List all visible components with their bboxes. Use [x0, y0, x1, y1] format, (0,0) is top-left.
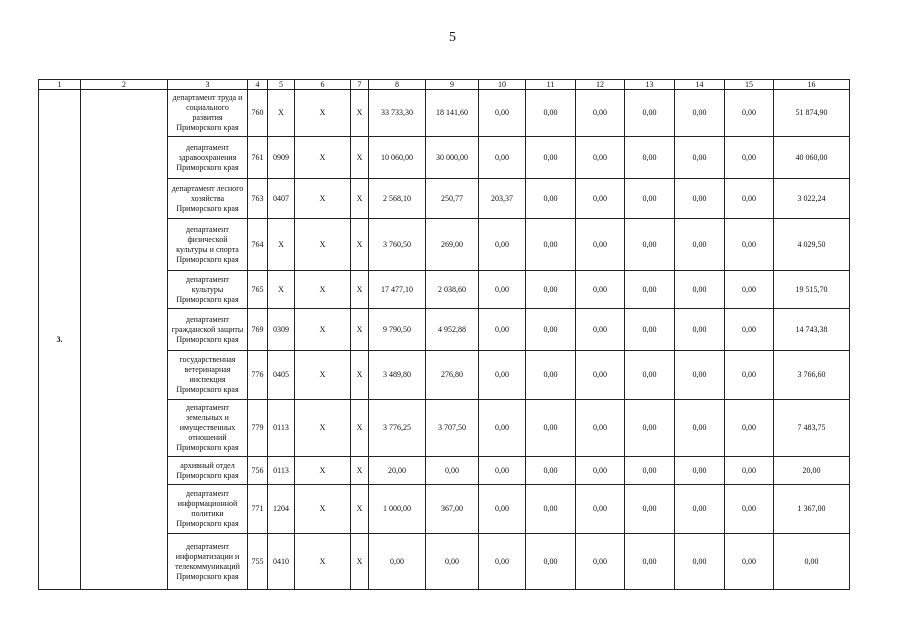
cell-c12: 0,00 — [576, 179, 625, 219]
cell-c15: 0,00 — [725, 351, 774, 400]
cell-c14: 0,00 — [675, 309, 725, 351]
cell-c6: Х — [295, 179, 351, 219]
cell-c15: 0,00 — [725, 309, 774, 351]
cell-c12: 0,00 — [576, 90, 625, 137]
cell-c6: Х — [295, 400, 351, 457]
page-number: 5 — [449, 30, 456, 45]
cell-c11: 0,00 — [526, 137, 576, 179]
column-number-row — [39, 80, 850, 90]
cell-c14: 0,00 — [675, 534, 725, 590]
cell-c15: 0,00 — [725, 271, 774, 309]
cell-c5: 0909 — [268, 137, 295, 179]
cell-c12: 0,00 — [576, 400, 625, 457]
cell-c7: Х — [351, 137, 369, 179]
department-name-line: имущественных — [179, 423, 236, 432]
cell-c7: Х — [351, 179, 369, 219]
cell-c4: 764 — [248, 219, 268, 271]
cell-c7: Х — [351, 457, 369, 485]
header-cell: 7 — [351, 80, 369, 90]
department-name-line: Приморского края — [176, 443, 239, 452]
cell-c10: 0,00 — [479, 219, 526, 271]
section-number-cell: 3. — [39, 90, 81, 590]
cell-c6: Х — [295, 271, 351, 309]
cell-c9: 30 000,00 — [426, 137, 479, 179]
cell-c16: 19 515,70 — [774, 271, 850, 309]
cell-c5: 0407 — [268, 179, 295, 219]
department-name-cell — [168, 485, 248, 534]
cell-c14: 0,00 — [675, 271, 725, 309]
cell-c6: Х — [295, 351, 351, 400]
cell-c13: 0,00 — [625, 534, 675, 590]
header-cell: 13 — [625, 80, 675, 90]
department-name-cell — [168, 534, 248, 590]
header-cell: 9 — [426, 80, 479, 90]
cell-c13: 0,00 — [625, 90, 675, 137]
cell-c11: 0,00 — [526, 457, 576, 485]
cell-c11: 0,00 — [526, 219, 576, 271]
cell-c12: 0,00 — [576, 485, 625, 534]
department-name-line: физической — [187, 234, 228, 244]
cell-c6: Х — [295, 219, 351, 271]
cell-c9: 276,80 — [426, 351, 479, 400]
cell-c7: Х — [351, 400, 369, 457]
cell-c4: 761 — [248, 137, 268, 179]
cell-c4: 756 — [248, 457, 268, 485]
department-name-line: Приморского края — [176, 203, 239, 213]
cell-c10: 0,00 — [479, 351, 526, 400]
cell-c9: 2 038,60 — [426, 271, 479, 309]
department-name-line: Приморского края — [176, 519, 239, 528]
department-name-line: гражданской защиты — [171, 324, 244, 334]
cell-c13: 0,00 — [625, 351, 675, 400]
department-name-line: Приморского края — [176, 123, 239, 132]
cell-c13: 0,00 — [625, 137, 675, 179]
header-cell: 8 — [369, 80, 426, 90]
cell-c11: 0,00 — [526, 309, 576, 351]
cell-c5: 0113 — [268, 400, 295, 457]
header-cell: 2 — [81, 80, 168, 90]
cell-c10: 0,00 — [479, 137, 526, 179]
header-cell: 11 — [526, 80, 576, 90]
header-cell: 1 — [39, 80, 81, 90]
cell-c5: 0410 — [268, 534, 295, 590]
cell-c15: 0,00 — [725, 457, 774, 485]
cell-c13: 0,00 — [625, 400, 675, 457]
header-cell: 12 — [576, 80, 625, 90]
cell-c14: 0,00 — [675, 90, 725, 137]
header-cell: 15 — [725, 80, 774, 90]
cell-c6: Х — [295, 90, 351, 137]
cell-c7: Х — [351, 309, 369, 351]
department-name-line: информатизации и — [175, 551, 240, 561]
department-name-cell — [168, 271, 248, 309]
cell-c9: 0,00 — [426, 534, 479, 590]
department-name-line: земельных и — [186, 413, 229, 422]
cell-c10: 0,00 — [479, 485, 526, 534]
cell-c7: Х — [351, 351, 369, 400]
header-cell: 14 — [675, 80, 725, 90]
cell-c6: Х — [295, 457, 351, 485]
cell-c15: 0,00 — [725, 219, 774, 271]
cell-c4: 755 — [248, 534, 268, 590]
cell-c4: 765 — [248, 271, 268, 309]
cell-c5: 0113 — [268, 457, 295, 485]
cell-c4: 760 — [248, 90, 268, 137]
cell-c16: 4 029,50 — [774, 219, 850, 271]
department-name-line: социального — [186, 103, 229, 112]
department-name-line: развития — [192, 113, 223, 122]
cell-c5: Х — [268, 271, 295, 309]
cell-c16: 51 874,90 — [774, 90, 850, 137]
cell-c15: 0,00 — [725, 534, 774, 590]
cell-c9: 269,00 — [426, 219, 479, 271]
department-name-line: Приморского края — [176, 470, 239, 480]
department-name-line: культуры и спорта — [176, 244, 239, 254]
cell-c16: 20,00 — [774, 457, 850, 485]
cell-c4: 776 — [248, 351, 268, 400]
cell-c9: 3 707,50 — [426, 400, 479, 457]
department-name-line: департамент — [186, 403, 229, 412]
department-name-cell — [168, 351, 248, 400]
department-name-line: Приморского края — [176, 334, 239, 344]
cell-c9: 367,00 — [426, 485, 479, 534]
cell-c10: 0,00 — [479, 90, 526, 137]
cell-c8: 2 568,10 — [369, 179, 426, 219]
cell-c13: 0,00 — [625, 179, 675, 219]
cell-c13: 0,00 — [625, 485, 675, 534]
cell-c13: 0,00 — [625, 271, 675, 309]
cell-c16: 7 483,75 — [774, 400, 850, 457]
cell-c16: 3 022,24 — [774, 179, 850, 219]
budget-table — [38, 79, 850, 590]
department-name-cell — [168, 400, 248, 457]
cell-c9: 0,00 — [426, 457, 479, 485]
department-name-line: информационной — [177, 499, 238, 508]
header-cell: 3 — [168, 80, 248, 90]
cell-c7: Х — [351, 90, 369, 137]
department-name-line: департамент труда и — [172, 93, 243, 102]
cell-c11: 0,00 — [526, 90, 576, 137]
cell-c7: Х — [351, 271, 369, 309]
cell-c10: 0,00 — [479, 457, 526, 485]
cell-c15: 0,00 — [725, 400, 774, 457]
department-name-line: хозяйства — [190, 193, 225, 203]
cell-c16: 1 367,00 — [774, 485, 850, 534]
cell-c8: 33 733,30 — [369, 90, 426, 137]
department-name-cell — [168, 457, 248, 485]
cell-c8: 0,00 — [369, 534, 426, 590]
cell-c11: 0,00 — [526, 485, 576, 534]
department-name-cell — [168, 137, 248, 179]
cell-c14: 0,00 — [675, 351, 725, 400]
department-name-line: департамент — [186, 541, 229, 551]
cell-c8: 1 000,00 — [369, 485, 426, 534]
cell-c12: 0,00 — [576, 534, 625, 590]
cell-c5: 0405 — [268, 351, 295, 400]
department-name-line: департамент — [186, 489, 229, 498]
cell-c7: Х — [351, 534, 369, 590]
cell-c12: 0,00 — [576, 457, 625, 485]
cell-c12: 0,00 — [576, 137, 625, 179]
cell-c15: 0,00 — [725, 137, 774, 179]
cell-c5: 1204 — [268, 485, 295, 534]
header-cell: 16 — [774, 80, 850, 90]
cell-c13: 0,00 — [625, 457, 675, 485]
cell-c14: 0,00 — [675, 179, 725, 219]
header-cell: 6 — [295, 80, 351, 90]
cell-c6: Х — [295, 485, 351, 534]
cell-c10: 0,00 — [479, 309, 526, 351]
cell-c8: 17 477,10 — [369, 271, 426, 309]
cell-c10: 203,37 — [479, 179, 526, 219]
department-name-cell — [168, 309, 248, 351]
cell-c6: Х — [295, 309, 351, 351]
cell-c16: 14 743,38 — [774, 309, 850, 351]
department-name-line: культуры — [191, 284, 224, 294]
cell-c10: 0,00 — [479, 400, 526, 457]
header-cell: 10 — [479, 80, 526, 90]
cell-c16: 40 060,00 — [774, 137, 850, 179]
department-name-line: телекоммуникаций — [175, 561, 240, 571]
department-name-line: ветеринарная — [184, 365, 231, 374]
department-name-line: Приморского края — [176, 294, 239, 304]
cell-c11: 0,00 — [526, 271, 576, 309]
cell-c8: 9 790,50 — [369, 309, 426, 351]
cell-c4: 771 — [248, 485, 268, 534]
cell-c12: 0,00 — [576, 219, 625, 271]
department-name-cell — [168, 219, 248, 271]
cell-c13: 0,00 — [625, 309, 675, 351]
cell-c5: Х — [268, 90, 295, 137]
cell-c16: 0,00 — [774, 534, 850, 590]
cell-c4: 769 — [248, 309, 268, 351]
department-name-line: Приморского края — [176, 162, 239, 172]
department-name-cell — [168, 90, 248, 137]
cell-c13: 0,00 — [625, 219, 675, 271]
department-name-line: департамент — [186, 314, 229, 324]
department-name-line: отношений — [188, 433, 227, 442]
cell-c12: 0,00 — [576, 309, 625, 351]
cell-c14: 0,00 — [675, 457, 725, 485]
department-name-line: Приморского края — [176, 254, 239, 264]
cell-c6: Х — [295, 534, 351, 590]
department-name-line: политики — [191, 509, 224, 518]
cell-c4: 763 — [248, 179, 268, 219]
cell-c15: 0,00 — [725, 90, 774, 137]
program-name-cell — [81, 90, 168, 590]
cell-c11: 0,00 — [526, 400, 576, 457]
department-name-line: Приморского края — [176, 385, 239, 394]
cell-c9: 18 141,60 — [426, 90, 479, 137]
cell-c7: Х — [351, 219, 369, 271]
cell-c10: 0,00 — [479, 534, 526, 590]
cell-c14: 0,00 — [675, 137, 725, 179]
table-row — [39, 90, 850, 137]
cell-c8: 10 060,00 — [369, 137, 426, 179]
department-name-line: департамент — [186, 224, 229, 234]
cell-c12: 0,00 — [576, 351, 625, 400]
cell-c11: 0,00 — [526, 534, 576, 590]
cell-c8: 3 776,25 — [369, 400, 426, 457]
cell-c10: 0,00 — [479, 271, 526, 309]
cell-c4: 779 — [248, 400, 268, 457]
cell-c15: 0,00 — [725, 179, 774, 219]
cell-c7: Х — [351, 485, 369, 534]
department-name-line: архивный отдел — [180, 460, 235, 470]
department-name-line: департамент — [186, 142, 229, 152]
cell-c16: 3 766,60 — [774, 351, 850, 400]
cell-c9: 250,77 — [426, 179, 479, 219]
cell-c14: 0,00 — [675, 485, 725, 534]
cell-c11: 0,00 — [526, 351, 576, 400]
cell-c5: 0309 — [268, 309, 295, 351]
department-name-line: департамент — [186, 274, 229, 284]
department-name-line: инспекция — [189, 375, 226, 384]
cell-c9: 4 952,88 — [426, 309, 479, 351]
department-name-line: департамент лесного — [171, 183, 244, 193]
cell-c5: Х — [268, 219, 295, 271]
cell-c14: 0,00 — [675, 400, 725, 457]
cell-c11: 0,00 — [526, 179, 576, 219]
cell-c14: 0,00 — [675, 219, 725, 271]
header-cell: 4 — [248, 80, 268, 90]
department-name-line: государственная — [179, 355, 236, 364]
department-name-cell — [168, 179, 248, 219]
cell-c8: 20,00 — [369, 457, 426, 485]
department-name-line: Приморского края — [176, 571, 239, 581]
department-name-line: здравоохранения — [178, 152, 237, 162]
cell-c12: 0,00 — [576, 271, 625, 309]
cell-c15: 0,00 — [725, 485, 774, 534]
cell-c8: 3 489,80 — [369, 351, 426, 400]
cell-c8: 3 760,50 — [369, 219, 426, 271]
header-cell: 5 — [268, 80, 295, 90]
cell-c6: Х — [295, 137, 351, 179]
